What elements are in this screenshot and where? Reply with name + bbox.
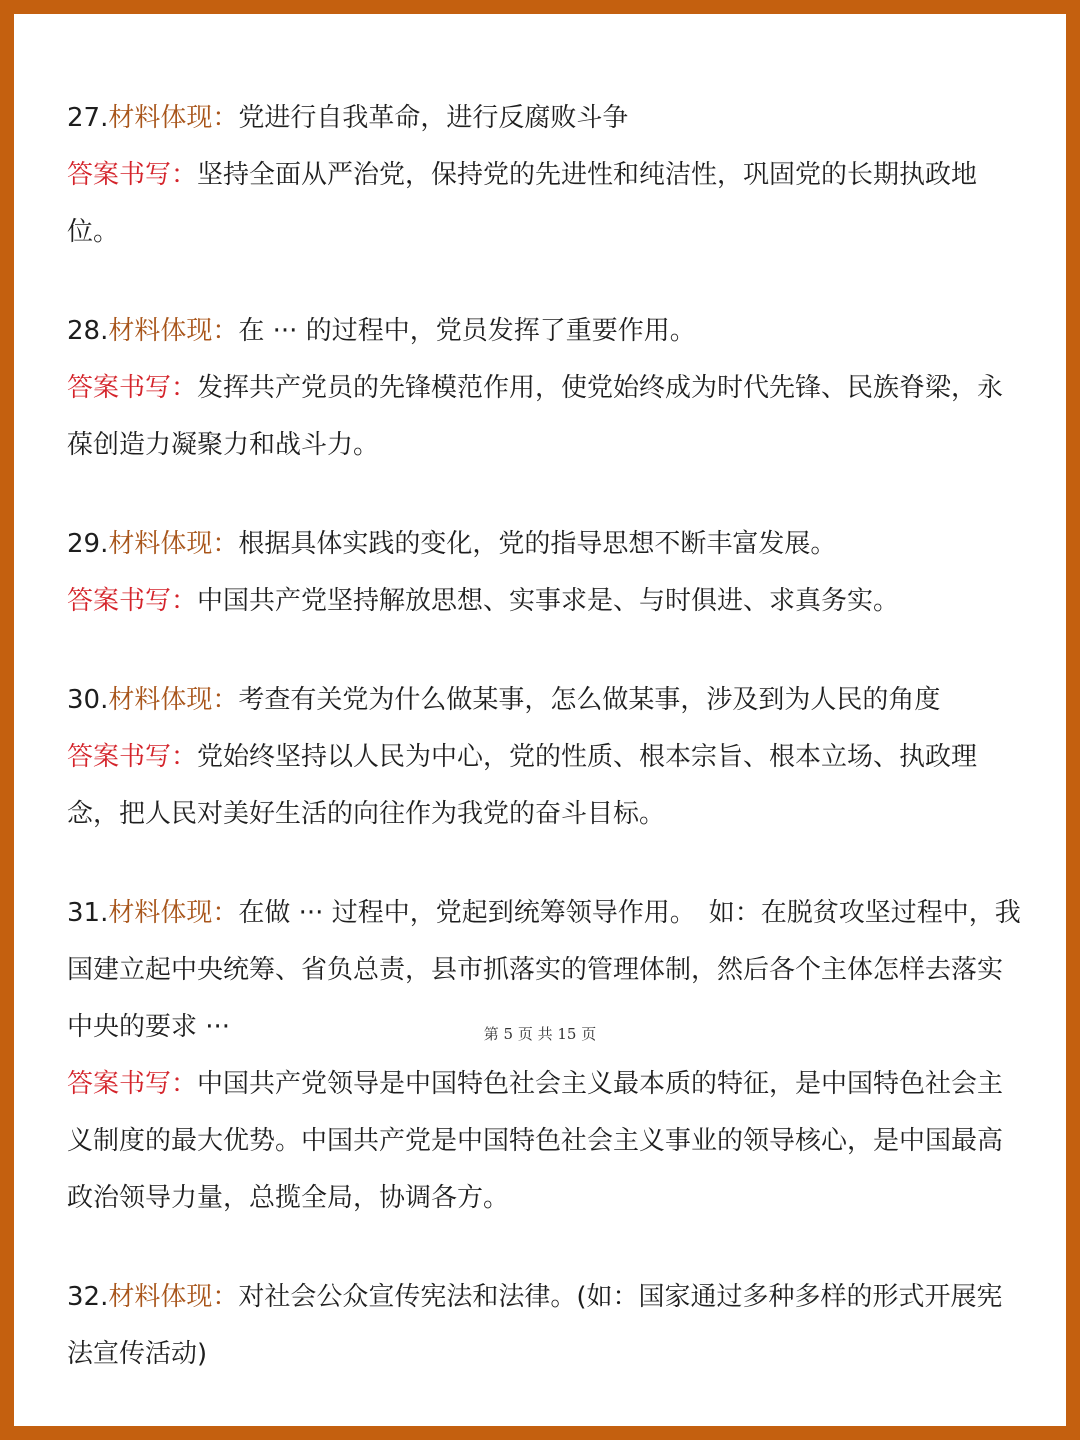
item-31 bbox=[67, 885, 1027, 1227]
answer-text: 发挥共产党员的先锋模范作用，使党始终成为时代先锋、民族脊梁，永葆创造力凝聚力和战斗力。 bbox=[67, 373, 1004, 460]
answer-line bbox=[67, 1056, 1027, 1227]
answer-label: 答案书写： bbox=[67, 373, 198, 403]
answer-text: 坚持全面从严治党，保持党的先进性和纯洁性，巩固党的长期执政地位。 bbox=[67, 160, 978, 247]
material-line bbox=[67, 672, 1027, 729]
material-text: 考查有关党为什么做某事，怎么做某事，涉及到为人民的角度 bbox=[238, 685, 941, 715]
item-number: 30. bbox=[67, 685, 109, 715]
material-label: 材料体现： bbox=[108, 103, 239, 133]
page-number: 第 5 页 共 15 页 bbox=[483, 1025, 597, 1043]
answer-line bbox=[67, 147, 1027, 261]
answer-label: 答案书写： bbox=[67, 586, 198, 616]
item-number: 32. bbox=[67, 1282, 109, 1312]
material-line bbox=[67, 516, 1027, 573]
material-text: 在 ··· 的过程中，党员发挥了重要作用。 bbox=[238, 316, 696, 346]
item-29 bbox=[67, 516, 1027, 630]
page bbox=[14, 14, 1066, 1426]
material-text: 根据具体实践的变化，党的指导思想不断丰富发展。 bbox=[238, 529, 837, 559]
item-27 bbox=[67, 90, 1027, 261]
material-line bbox=[67, 90, 1027, 147]
item-28 bbox=[67, 303, 1027, 474]
material-label: 材料体现： bbox=[108, 898, 239, 928]
item-number: 27. bbox=[67, 103, 109, 133]
answer-label: 答案书写： bbox=[67, 160, 198, 190]
material-text: 党进行自我革命，进行反腐败斗争 bbox=[238, 103, 629, 133]
material-line bbox=[67, 303, 1027, 360]
item-30 bbox=[67, 672, 1027, 843]
material-label: 材料体现： bbox=[108, 316, 239, 346]
material-label: 材料体现： bbox=[108, 685, 239, 715]
answer-text: 中国共产党坚持解放思想、实事求是、与时俱进、求真务实。 bbox=[197, 586, 900, 616]
material-line bbox=[67, 1269, 1027, 1383]
answer-text: 党始终坚持以人民为中心，党的性质、根本宗旨、根本立场、执政理念，把人民对美好生活的向往作为我党的奋斗目标。 bbox=[67, 742, 978, 829]
item-number: 28. bbox=[67, 316, 109, 346]
content bbox=[67, 90, 1027, 1425]
item-number: 29. bbox=[67, 529, 109, 559]
item-32 bbox=[67, 1269, 1027, 1383]
answer-label: 答案书写： bbox=[67, 1069, 198, 1099]
answer-line bbox=[67, 360, 1027, 474]
answer-line bbox=[67, 729, 1027, 843]
answer-label: 答案书写： bbox=[67, 742, 198, 772]
item-number: 31. bbox=[67, 898, 109, 928]
answer-line bbox=[67, 573, 1027, 630]
answer-text: 中国共产党领导是中国特色社会主义最本质的特征，是中国特色社会主义制度的最大优势。中国共产党是中国特色社会主义事业的领导核心，是中国最高政治领导力量，总揽全局，协调各方。 bbox=[67, 1069, 1004, 1213]
material-label: 材料体现： bbox=[108, 529, 239, 559]
material-text: 在做 ··· 过程中，党起到统筹领导作用。 如：在脱贫攻坚过程中，我国建立起中央统筹、省负总责，县市抓落实的管理体制，然后各个主体怎样去落实中央的要求 ··· bbox=[67, 898, 1021, 1042]
material-text: 对社会公众宣传宪法和法律。(如：国家通过多种多样的形式开展宪法宣传活动) bbox=[67, 1282, 1003, 1369]
material-label: 材料体现： bbox=[108, 1282, 239, 1312]
